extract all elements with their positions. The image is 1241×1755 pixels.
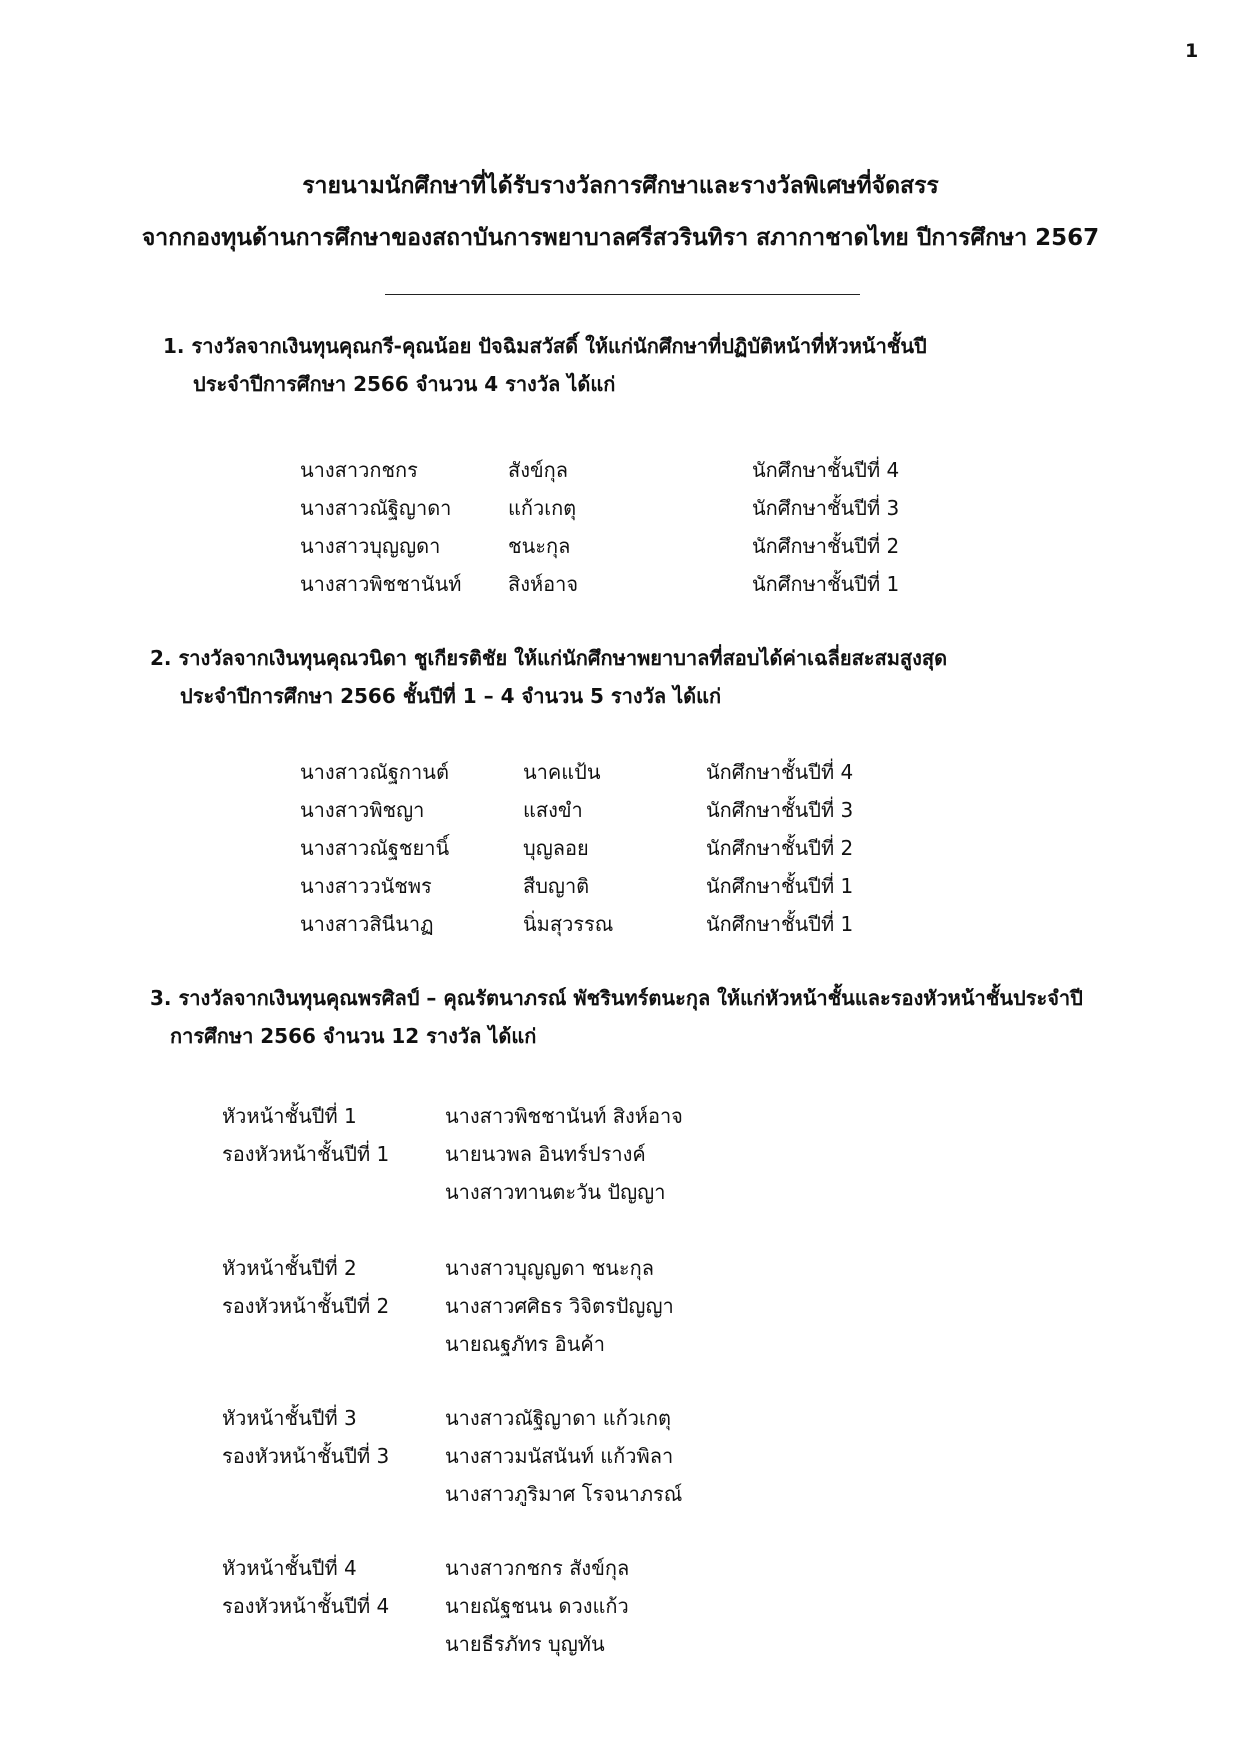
student-surname: สิงห์อาจ	[508, 572, 579, 596]
student-name: นางสาวพิชชานันท์	[300, 572, 462, 596]
divider	[385, 294, 860, 295]
student-fullname: นายณฐภัทร อินค้า	[445, 1332, 605, 1356]
student-name: นางสาวพิชญา	[300, 798, 425, 822]
student-fullname: นายธีรภัทร บุญทัน	[445, 1632, 605, 1656]
student-year: นักศึกษาชั้นปีที่ 3	[752, 496, 900, 520]
section-3-heading-line-1: 3. รางวัลจากเงินทุนคุณพรศิลป์ – คุณรัตนาภรณ์ พัชรินทร์ตนะกุล ให้แก่หัวหน้าชั้นและรองหัวหน้าชั้นประจำปี	[150, 986, 1083, 1010]
student-year: นักศึกษาชั้นปีที่ 2	[752, 534, 900, 558]
document-title-line-2: จากกองทุนด้านการศึกษาของสถาบันการพยาบาลศรีสวรินทิรา สภากาชาดไทย ปีการศึกษา 2567	[141, 225, 1100, 251]
student-surname: สังข์กุล	[508, 458, 569, 482]
role-label: รองหัวหน้าชั้นปีที่ 2	[222, 1294, 390, 1318]
student-fullname: นางสาวณัฐิญาดา แก้วเกตุ	[445, 1406, 671, 1430]
student-name: นางสาวณัฐกานต์	[300, 760, 449, 784]
student-surname: ชนะกุล	[508, 534, 571, 558]
student-surname: บุญลอย	[523, 836, 589, 860]
student-surname: แสงขำ	[523, 798, 583, 822]
document-title-line-1: รายนามนักศึกษาที่ได้รับรางวัลการศึกษาและรางวัลพิเศษที่จัดสรร	[302, 173, 939, 199]
section-1-heading-line-1: 1. รางวัลจากเงินทุนคุณกรี-คุณน้อย ปัจฉิมสวัสดิ์ ให้แก่นักศึกษาที่ปฏิบัติหน้าที่หัวหน้าชั้นปี	[163, 334, 927, 358]
section-1-heading-line-2: ประจำปีการศึกษา 2566 จำนวน 4 รางวัล ได้แก่	[193, 372, 616, 396]
section-2-heading-line-1: 2. รางวัลจากเงินทุนคุณวนิดา ชูเกียรติชัย ให้แก่นักศึกษาพยาบาลที่สอบได้ค่าเฉลี่ยสะสมสูงสุด	[150, 646, 948, 670]
role-label: รองหัวหน้าชั้นปีที่ 1	[222, 1142, 390, 1166]
page-number: 1	[1185, 40, 1199, 62]
student-fullname: นางสาวมนัสนันท์ แก้วพิลา	[445, 1444, 674, 1468]
student-name: นางสาววนัชพร	[300, 874, 432, 898]
role-label: หัวหน้าชั้นปีที่ 2	[222, 1256, 357, 1280]
student-year: นักศึกษาชั้นปีที่ 4	[706, 760, 854, 784]
student-fullname: นางสาวพิชชานันท์ สิงห์อาจ	[445, 1104, 683, 1128]
student-year: นักศึกษาชั้นปีที่ 1	[706, 874, 854, 898]
student-surname: นาคแป้น	[523, 760, 601, 784]
student-surname: แก้วเกตุ	[508, 496, 577, 520]
student-year: นักศึกษาชั้นปีที่ 2	[706, 836, 854, 860]
student-fullname: นายนวพล อินทร์ปรางค์	[445, 1142, 646, 1166]
student-surname: นิ่มสุวรรณ	[523, 912, 614, 936]
student-fullname: นายณัฐชนน ดวงแก้ว	[445, 1594, 629, 1618]
role-label: รองหัวหน้าชั้นปีที่ 4	[222, 1594, 390, 1618]
role-label: หัวหน้าชั้นปีที่ 1	[222, 1104, 357, 1128]
student-fullname: นางสาวบุญญดา ชนะกุล	[445, 1256, 655, 1280]
role-label: รองหัวหน้าชั้นปีที่ 3	[222, 1444, 390, 1468]
section-3-heading-line-2: การศึกษา 2566 จำนวน 12 รางวัล ได้แก่	[170, 1024, 537, 1048]
student-fullname: นางสาวทานตะวัน ปัญญา	[445, 1180, 666, 1204]
student-name: นางสาวกชกร	[300, 458, 418, 482]
student-name: นางสาวณัฐิญาดา	[300, 496, 452, 520]
student-name: นางสาวบุญญดา	[300, 534, 441, 558]
student-fullname: นางสาวภูริมาศ โรจนาภรณ์	[445, 1482, 683, 1506]
student-year: นักศึกษาชั้นปีที่ 1	[752, 572, 900, 596]
student-name: นางสาวสินีนาฏ	[300, 912, 434, 936]
student-year: นักศึกษาชั้นปีที่ 4	[752, 458, 900, 482]
student-fullname: นางสาวกชกร สังข์กุล	[445, 1556, 630, 1580]
student-year: นักศึกษาชั้นปีที่ 1	[706, 912, 854, 936]
role-label: หัวหน้าชั้นปีที่ 4	[222, 1556, 357, 1580]
section-2-heading-line-2: ประจำปีการศึกษา 2566 ชั้นปีที่ 1 – 4 จำนวน 5 รางวัล ได้แก่	[180, 684, 722, 708]
student-surname: สืบญาติ	[523, 874, 590, 898]
student-fullname: นางสาวศศิธร วิจิตรปัญญา	[445, 1294, 674, 1318]
role-label: หัวหน้าชั้นปีที่ 3	[222, 1406, 357, 1430]
student-year: นักศึกษาชั้นปีที่ 3	[706, 798, 854, 822]
student-name: นางสาวณัฐชยานิ์	[300, 836, 450, 860]
